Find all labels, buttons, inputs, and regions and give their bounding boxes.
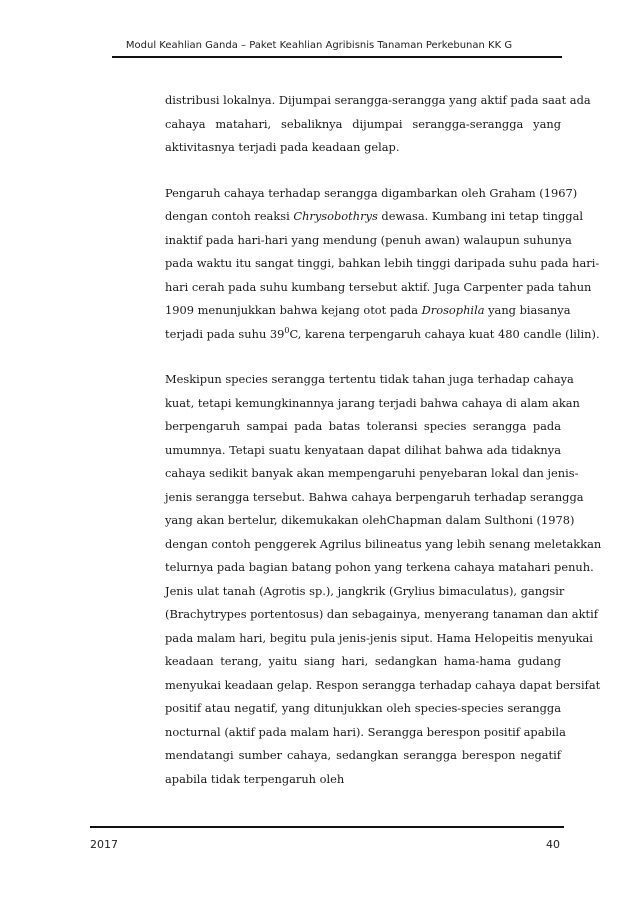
body-text: [165, 89, 602, 813]
text-line: keadaan terang, yaitu siang hari, sedangkan hama-hama gudang: [165, 654, 561, 668]
text-line: [165, 323, 600, 347]
paragraph: [165, 182, 600, 347]
paragraph: [165, 368, 602, 791]
text-line: hari cerah pada suhu kumbang tersebut aktif. Juga Carpenter pada tahun: [165, 279, 592, 294]
text-line: pada malam hari, begitu pula jenis-jenis siput. Hama Helopeitis menyukai: [165, 630, 593, 645]
text-line: Pengaruh cahaya terhadap serangga digambarkan oleh Graham (1967): [165, 185, 578, 200]
italic-term: Chrysobothrys: [293, 209, 378, 223]
text-line: berpengaruh sampai pada batas toleransi species serangga pada: [165, 419, 561, 433]
text-line: kuat, tetapi kemungkinannya jarang terjadi bahwa cahaya di alam akan: [165, 395, 580, 410]
text-line: umumnya. Tetapi suatu kenyataan dapat dilihat bahwa ada tidaknya: [165, 442, 561, 457]
text-line: yang akan bertelur, dikemukakan olehChapman dalam Sulthoni (1978): [165, 513, 575, 527]
text-line: menyukai keadaan gelap. Respon serangga terhadap cahaya dapat bersifat: [165, 677, 601, 692]
italic-term: Drosophila: [421, 303, 485, 317]
text-line: dengan contoh penggerek Agrilus bilineatus yang lebih senang meletakkan: [165, 536, 602, 551]
footer-year: 2017: [90, 838, 118, 851]
text-line: [165, 299, 571, 323]
text-line: mendatangi sumber cahaya, sedangkan serangga berespon negatif: [165, 748, 561, 762]
text-line: inaktif pada hari-hari yang mendung (penuh awan) walaupun suhunya: [165, 232, 572, 247]
text-line: [165, 205, 584, 229]
page-number: 40: [546, 838, 560, 851]
text-line: Meskipun species serangga tertentu tidak tahan juga terhadap cahaya: [165, 372, 574, 386]
text-line: Jenis ulat tanah (Agrotis sp.), jangkrik (Grylius bimaculatus), gangsir: [165, 583, 565, 598]
text-line: distribusi lokalnya. Dijumpai serangga-serangga yang aktif pada saat ada: [165, 93, 591, 107]
text-line: jenis serangga tersebut. Bahwa cahaya berpengaruh terhadap serangga: [165, 489, 584, 504]
paragraph: [165, 89, 591, 160]
text-line: apabila tidak terpengaruh oleh: [165, 771, 345, 786]
text-line: cahaya sedikit banyak akan mempengaruhi penyebaran lokal dan jenis-: [165, 466, 579, 480]
text-line: positif atau negatif, yang ditunjukkan oleh species-species serangga: [165, 701, 561, 715]
text-run: C, karena terpengaruh cahaya kuat 480 candle (lilin).: [289, 326, 600, 341]
text-line: (Brachytrypes portentosus) dan sebagainya, menyerang tanaman dan aktif: [165, 607, 598, 621]
text-line: nocturnal (aktif pada malam hari). Serangga berespon positif apabila: [165, 724, 566, 739]
footer-divider: [90, 826, 564, 828]
text-run: terjadi pada suhu 39: [165, 326, 285, 341]
header-divider: [112, 56, 562, 58]
running-header: Modul Keahlian Ganda – Paket Keahlian Agribisnis Tanaman Perkebunan KK G: [125, 40, 513, 51]
text-run: 1909 menunjukkan bahwa kejang otot pada: [165, 303, 422, 317]
text-line: cahaya matahari, sebaliknya dijumpai serangga-serangga yang: [165, 116, 561, 131]
superscript: 0: [284, 325, 290, 335]
text-run: dengan contoh reaksi: [165, 209, 294, 223]
text-line: pada waktu itu sangat tinggi, bahkan lebih tinggi daripada suhu pada hari-: [165, 256, 600, 270]
text-line: telurnya pada bagian batang pohon yang terkena cahaya matahari penuh.: [165, 560, 594, 574]
text-line: aktivitasnya terjadi pada keadaan gelap.: [165, 140, 400, 154]
text-run: yang biasanya: [484, 303, 571, 317]
text-run: dewasa. Kumbang ini tetap tinggal: [377, 209, 584, 223]
